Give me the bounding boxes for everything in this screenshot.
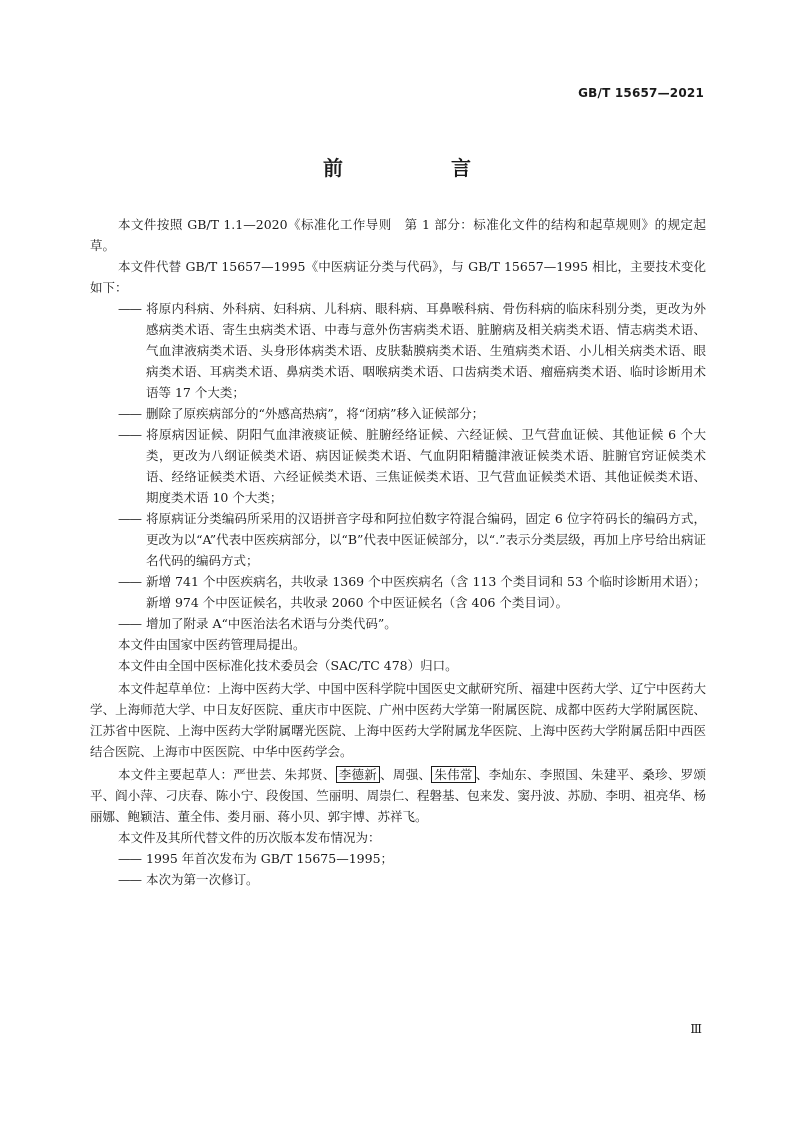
intro-paragraph-1: 本文件按照 GB/T 1.1—2020《标准化工作导则 第 1 部分：标准化文件的结构和起草规则》的规定起草。 [90, 217, 706, 253]
header-standard-code: GB/T 15657—2021 [578, 86, 704, 100]
boxed-drafter-name: 李德新 [336, 766, 380, 783]
change-item [90, 571, 706, 613]
drafters-paragraph [90, 764, 706, 827]
history-item [90, 869, 706, 890]
change-text: 增加了附录 A“中医治法名术语与分类代码”。 [146, 616, 397, 631]
drafting-units-paragraph: 本文件起草单位：上海中医药大学、中国中医科学院中国医史文献研究所、福建中医药大学、辽宁中医药大学、上海师范大学、中日友好医院、重庆市中医院、广州中医药大学第一附属医院、成都中医药大学附属医院、江苏省中医院、上海中医药大学附属曙光医院、上海中医药大学附属龙华医院、上海中医药大学附属岳阳中西医结合医院、上海市中医医院、中华中医药学会。 [90, 681, 706, 759]
boxed-drafter-name: 朱伟常 [431, 766, 475, 783]
history-text: 本次为第一次修订。 [146, 872, 259, 887]
drafters-lead: 本文件主要起草人：严世芸、朱邦贤、 [118, 767, 336, 782]
drafters-rest: 、李灿东、李照国、朱建平、桑珍、罗颂平、阎小萍、刁庆春、陈小宁、段俊国、竺丽明、周崇仁、程磐基、包来发、窦丹波、苏励、李明、祖亮华、杨丽娜、鲍颖洁、董全伟、娄月丽、蒋小贝、郭宇博、苏祥飞。 [90, 767, 706, 824]
change-item [90, 298, 706, 403]
dash-marker: —— [118, 427, 141, 442]
dash-marker: —— [118, 616, 141, 631]
change-text: 将原内科病、外科病、妇科病、儿科病、眼科病、耳鼻喉科病、骨伤科病的临床科别分类，更改为外感病类术语、寄生虫病类术语、中毒与意外伤害病类术语、脏腑病及相关病类术语、情志病类术语、气血津液病类术语、头身形体病类术语、皮肤黏膜病类术语、生殖病类术语、小儿相关病类术语、眼病类术语、耳病类术语、鼻病类术语、咽喉病类术语、口齿病类术语、瘤癌病类术语、临时诊断用术语等 17 个大类； [146, 301, 706, 400]
page-number: Ⅲ [690, 1022, 702, 1036]
dash-marker: —— [118, 511, 141, 526]
preface-body [90, 214, 706, 890]
change-item [90, 403, 706, 424]
dash-marker: —— [118, 406, 141, 421]
change-text: 新增 741 个中医疾病名，共收录 1369 个中医疾病名（含 113 个类目词和 53 个临时诊断用术语）；新增 974 个中医证候名，共收录 2060 个中医证候名（含 406 个类目词）。 [146, 574, 706, 610]
change-text: 将原病证分类编码所采用的汉语拼音字母和阿拉伯数字符混合编码，固定 6 位字符码长的编码方式，更改为以“A”代表中医疾病部分，以“B”代表中医证候部分，以“.”表示分类层级，再加上序号给出病证名代码的编码方式； [146, 511, 706, 568]
change-item [90, 613, 706, 634]
intro-paragraph-2: 本文件代替 GB/T 15657—1995《中医病证分类与代码》，与 GB/T 15657—1995 相比，主要技术变化如下： [90, 259, 706, 295]
drafters-mid: 、周强、 [380, 767, 432, 782]
centralizer-statement: 本文件由全国中医标准化技术委员会（SAC/TC 478）归口。 [118, 658, 458, 673]
history-text: 1995 年首次发布为 GB/T 15675—1995； [146, 851, 394, 866]
change-text: 将原病因证候、阴阳气血津液痰证候、脏腑经络证候、六经证候、卫气营血证候、其他证候 6 个大类，更改为八纲证候类术语、病因证候类术语、气血阴阳精髓津液证候类术语、脏腑官窍证候类术语、经络证候类术语、六经证候类术语、三焦证候类术语、卫气营血证候类术语、其他证候类术语、期度类术语 10 个大类； [146, 427, 706, 505]
dash-marker: —— [118, 851, 141, 866]
change-item [90, 508, 706, 571]
history-item [90, 848, 706, 869]
page-title: 前 言 [323, 156, 515, 180]
change-text: 删除了原疾病部分的“外感高热病”，将“闭病”移入证候部分； [146, 406, 485, 421]
history-intro: 本文件及其所代替文件的历次版本发布情况为： [118, 830, 381, 845]
dash-marker: —— [118, 574, 141, 589]
change-item [90, 424, 706, 508]
dash-marker: —— [118, 301, 141, 316]
proposer-statement: 本文件由国家中医药管理局提出。 [118, 637, 306, 652]
dash-marker: —— [118, 872, 141, 887]
